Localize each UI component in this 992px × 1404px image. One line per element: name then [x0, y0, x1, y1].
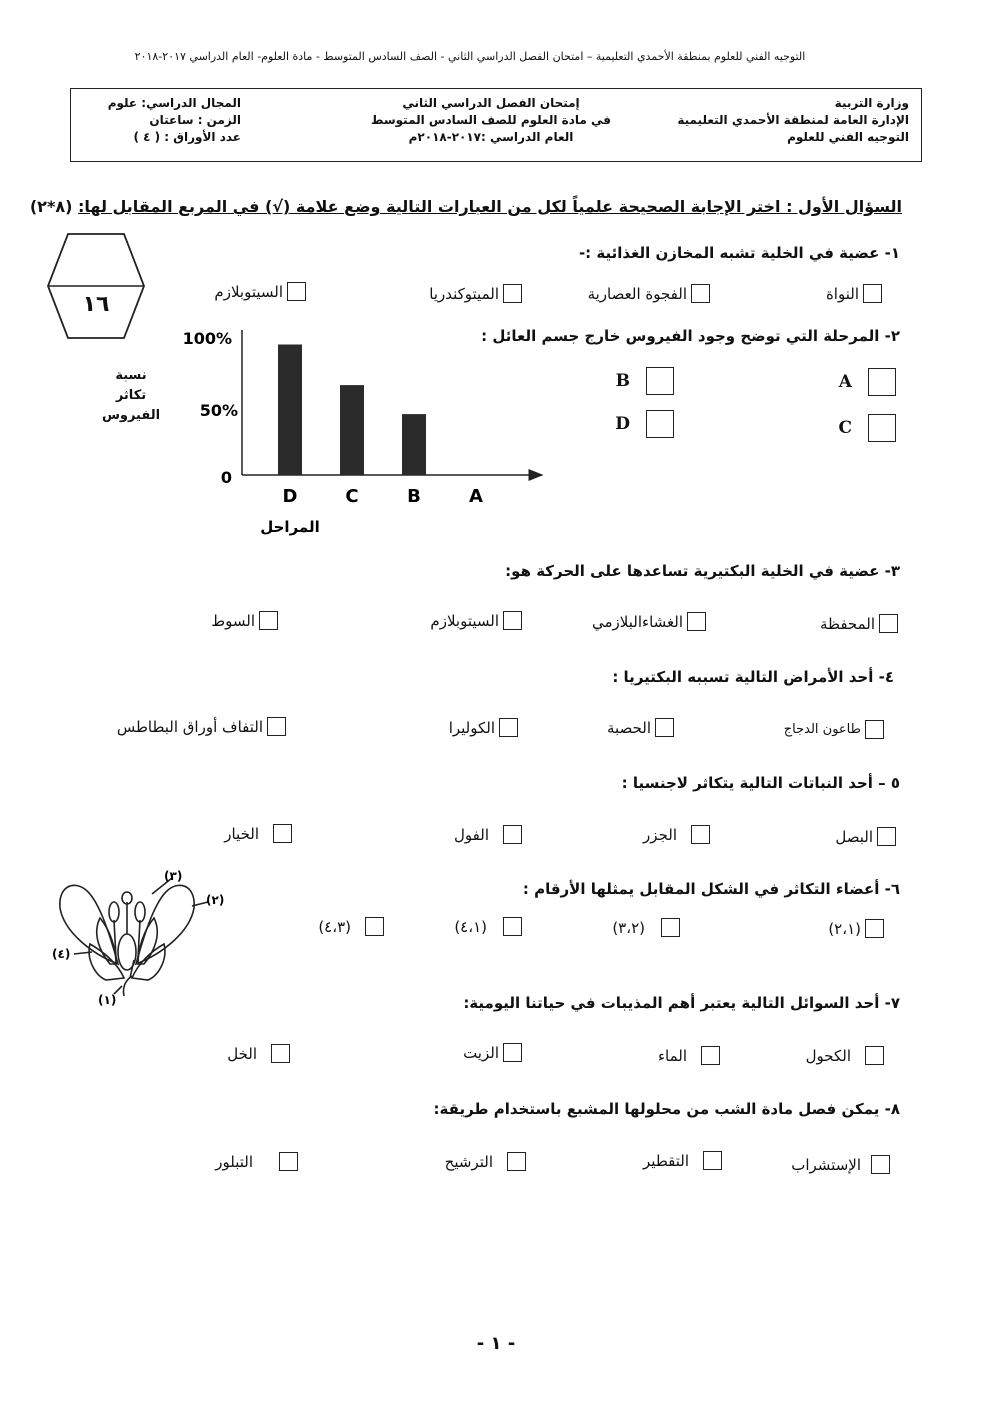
checkbox[interactable]: [267, 717, 286, 736]
option-label: الزيت: [463, 1043, 499, 1062]
option-label: السيتوبلازم: [214, 282, 283, 301]
item-6-option-2[interactable]: [612, 918, 680, 937]
item-4-stem: ٤- أحد الأمراض التالية تسببه البكتيريا :: [612, 668, 894, 686]
item-4-option-3[interactable]: [449, 718, 518, 737]
anther-right: [135, 902, 145, 922]
checkbox[interactable]: [646, 410, 674, 438]
checkbox[interactable]: [691, 825, 710, 844]
question-1-marks: (٨*٢): [29, 197, 73, 216]
option-label: المحفظة: [819, 614, 875, 633]
option-label: الحصبة: [607, 718, 651, 737]
checkbox[interactable]: [701, 1046, 720, 1065]
option-label: الفول: [454, 825, 489, 844]
option-label: الإستشراب: [791, 1155, 861, 1174]
item-4-option-1[interactable]: [784, 720, 884, 739]
option-label: (٤،١): [454, 917, 487, 936]
option-label: التفاف أوراق البطاطس: [116, 717, 263, 736]
header-time-line: الزمن : ساعتان: [149, 113, 241, 127]
option-label: الماء: [657, 1046, 687, 1065]
checkbox[interactable]: [503, 825, 522, 844]
item-6-option-4[interactable]: [318, 917, 384, 936]
bar-B: [402, 414, 426, 475]
header-supervision-line: التوجيه الفني للعلوم: [787, 130, 909, 144]
option-label: (٣،٢): [612, 918, 645, 937]
chart-y-label: [96, 366, 166, 426]
checkbox[interactable]: [503, 284, 522, 303]
item-2-option-D[interactable]: [615, 410, 674, 438]
item-2-option-A[interactable]: [839, 368, 896, 396]
checkbox[interactable]: [503, 917, 522, 936]
checkbox[interactable]: [279, 1152, 298, 1171]
exam-header-box: [70, 88, 922, 162]
option-label: السوط: [211, 611, 255, 630]
option-label: الجزر: [643, 825, 677, 844]
item-2-option-C[interactable]: [838, 414, 896, 442]
checkbox[interactable]: [259, 611, 278, 630]
checkbox[interactable]: [503, 611, 522, 630]
item-7-option-1[interactable]: [806, 1046, 884, 1065]
x-tick-label-D: D: [282, 486, 298, 507]
header-exam-title: إمتحان الفصل الدراسي الثاني: [402, 96, 580, 110]
checkbox[interactable]: [868, 368, 896, 396]
item-6-option-3[interactable]: [454, 917, 522, 936]
bar-D: [278, 345, 302, 476]
header-directorate-line: الإدارة العامة لمنطقة الأحمدي التعليمية: [677, 113, 909, 127]
option-label: التقطير: [643, 1151, 689, 1170]
option-label: الكوليرا: [448, 718, 495, 737]
question-1-instruction: السؤال الأول : اختر الإجابة الصحيحة علمياً لكل من العبارات التالية وضع علامة (√) في المربع المقابل لها:: [77, 197, 902, 216]
option-label: الترشيح: [444, 1152, 493, 1171]
option-label: (٤،٣): [318, 917, 351, 936]
item-1-option-3[interactable]: [429, 284, 522, 303]
item-5-option-4[interactable]: [224, 824, 292, 843]
option-label: (٢،١): [828, 919, 861, 938]
item-8-option-1[interactable]: [791, 1155, 890, 1174]
y-label-line: تكاثر: [115, 388, 147, 403]
checkbox[interactable]: [507, 1152, 526, 1171]
y-tick-label: 100%: [182, 329, 232, 348]
flower-label-4: (٤): [52, 947, 71, 961]
option-label: A: [838, 372, 852, 392]
header-field-line: المجال الدراسي: علوم: [107, 96, 241, 110]
checkbox[interactable]: [287, 282, 306, 301]
checkbox[interactable]: [865, 720, 884, 739]
item-1-option-2[interactable]: [588, 284, 710, 303]
flower-label-2: (٢): [206, 893, 225, 907]
item-7-option-3[interactable]: [463, 1043, 522, 1062]
flower-stem: [123, 976, 132, 996]
item-7-option-2[interactable]: [658, 1046, 720, 1065]
option-label: الخل: [227, 1044, 257, 1063]
item-7-stem: ٧- أحد السوائل التالية يعتبر أهم المذيبات في حياتنا اليومية:: [463, 994, 900, 1012]
item-3-option-3[interactable]: [430, 611, 522, 630]
checkbox[interactable]: [271, 1044, 290, 1063]
checkbox[interactable]: [863, 284, 882, 303]
item-1-option-4[interactable]: [214, 282, 306, 301]
option-label: B: [615, 371, 630, 391]
checkbox[interactable]: [646, 367, 674, 395]
item-4-option-4[interactable]: [117, 717, 286, 736]
y-tick-label: 0: [220, 468, 232, 487]
item-5-option-1[interactable]: [835, 827, 896, 846]
checkbox[interactable]: [871, 1155, 890, 1174]
flower-label-1: (١): [98, 993, 117, 1007]
option-label: طاعون الدجاج: [783, 722, 861, 737]
flower-label-3: (٣): [164, 869, 183, 883]
item-5-option-2[interactable]: [643, 825, 710, 844]
checkbox[interactable]: [365, 917, 384, 936]
exam-top-line: التوجيه الفني للعلوم بمنطقة الأحمدي التعليمية – امتحان الفصل الدراسي الثاني - الصف السادس المتوسط - مادة العلوم- العام الدراسي ٢٠١٧-٢٠١٨: [134, 50, 806, 63]
item-1-stem: ١- عضية في الخلية تشبه المخازن الغذائية :-: [578, 244, 900, 262]
item-4-option-2[interactable]: [607, 718, 674, 737]
item-8-option-2[interactable]: [643, 1151, 722, 1170]
checkbox[interactable]: [503, 1043, 522, 1062]
option-label: الغشاءالبلازمي: [592, 612, 683, 631]
y-tick-label: 50%: [199, 401, 238, 420]
header-ministry-line: وزارة التربية: [834, 96, 909, 110]
item-3-option-1[interactable]: [820, 614, 898, 633]
item-6-option-1[interactable]: [828, 919, 884, 938]
item-2-option-B[interactable]: [616, 367, 674, 395]
checkbox[interactable]: [865, 1046, 884, 1065]
x-tick-label-B: B: [407, 486, 421, 507]
checkbox[interactable]: [879, 614, 898, 633]
header-exam-details: [101, 95, 241, 146]
x-tick-label-A: A: [469, 486, 483, 507]
option-label: السيتوبلازم: [430, 611, 499, 630]
option-label: الفجوة العصارية: [587, 284, 687, 303]
flower-diagram: [52, 868, 232, 1008]
item-3-option-4[interactable]: [211, 611, 278, 630]
score-hexagon: [46, 230, 146, 342]
header-year-line: العام الدراسي :٢٠١٧-٢٠١٨م: [408, 130, 574, 144]
item-8-option-3[interactable]: [445, 1152, 526, 1171]
x-tick-label-C: C: [345, 486, 359, 507]
option-label: النواة: [825, 284, 859, 303]
checkbox[interactable]: [661, 918, 680, 937]
header-subject-line: في مادة العلوم للصف السادس المتوسط: [371, 113, 611, 127]
item-5-option-3[interactable]: [454, 825, 522, 844]
y-label-line: الفيروس: [101, 408, 161, 423]
y-label-line: نسبة: [115, 368, 147, 383]
item-2-stem: ٢- المرحلة التي توضح وجود الفيروس خارج جسم العائل :: [481, 327, 900, 345]
checkbox[interactable]: [877, 827, 896, 846]
item-6-stem: ٦- أعضاء التكاثر في الشكل المقابل يمثلها الأرقام :: [522, 880, 900, 898]
item-8-stem: ٨- يمكن فصل مادة الشب من محلولها المشبع باستخدام طريقة:: [433, 1100, 900, 1118]
option-label: البصل: [835, 827, 873, 846]
header-ministry: [677, 95, 909, 146]
checkbox[interactable]: [865, 919, 884, 938]
checkbox[interactable]: [273, 824, 292, 843]
option-label: C: [838, 418, 852, 438]
item-3-stem: ٣- عضية في الخلية البكتيرية تساعدها على الحركة هو:: [505, 562, 900, 580]
checkbox[interactable]: [691, 284, 710, 303]
checkbox[interactable]: [703, 1151, 722, 1170]
item-5-stem: ٥ – أحد النباتات التالية يتكاثر لاجنسيا :: [621, 774, 900, 792]
item-1-option-1[interactable]: [826, 284, 882, 303]
option-label: D: [615, 414, 630, 434]
item-7-option-4[interactable]: [227, 1044, 290, 1063]
bar-C: [340, 385, 364, 475]
virus-stage-chart: [170, 320, 570, 550]
checkbox[interactable]: [655, 718, 674, 737]
item-3-option-2[interactable]: [592, 612, 706, 631]
option-label: الكحول: [805, 1046, 851, 1065]
checkbox[interactable]: [499, 718, 518, 737]
score-value: ١٦: [82, 292, 110, 317]
page-number: - ١ -: [476, 1333, 516, 1354]
header-pages-line: عدد الأوراق : ( ٤ ): [133, 130, 241, 144]
option-label: الخيار: [224, 824, 259, 843]
question-1-title: [30, 197, 902, 216]
x-axis-title: المراحل: [260, 518, 320, 536]
option-label: التبلور: [215, 1152, 253, 1171]
checkbox[interactable]: [687, 612, 706, 631]
checkbox[interactable]: [868, 414, 896, 442]
anther-left: [109, 902, 119, 922]
option-label: الميتوكندريا: [429, 284, 499, 303]
header-exam-info: [361, 95, 621, 146]
item-8-option-4[interactable]: [215, 1152, 298, 1171]
